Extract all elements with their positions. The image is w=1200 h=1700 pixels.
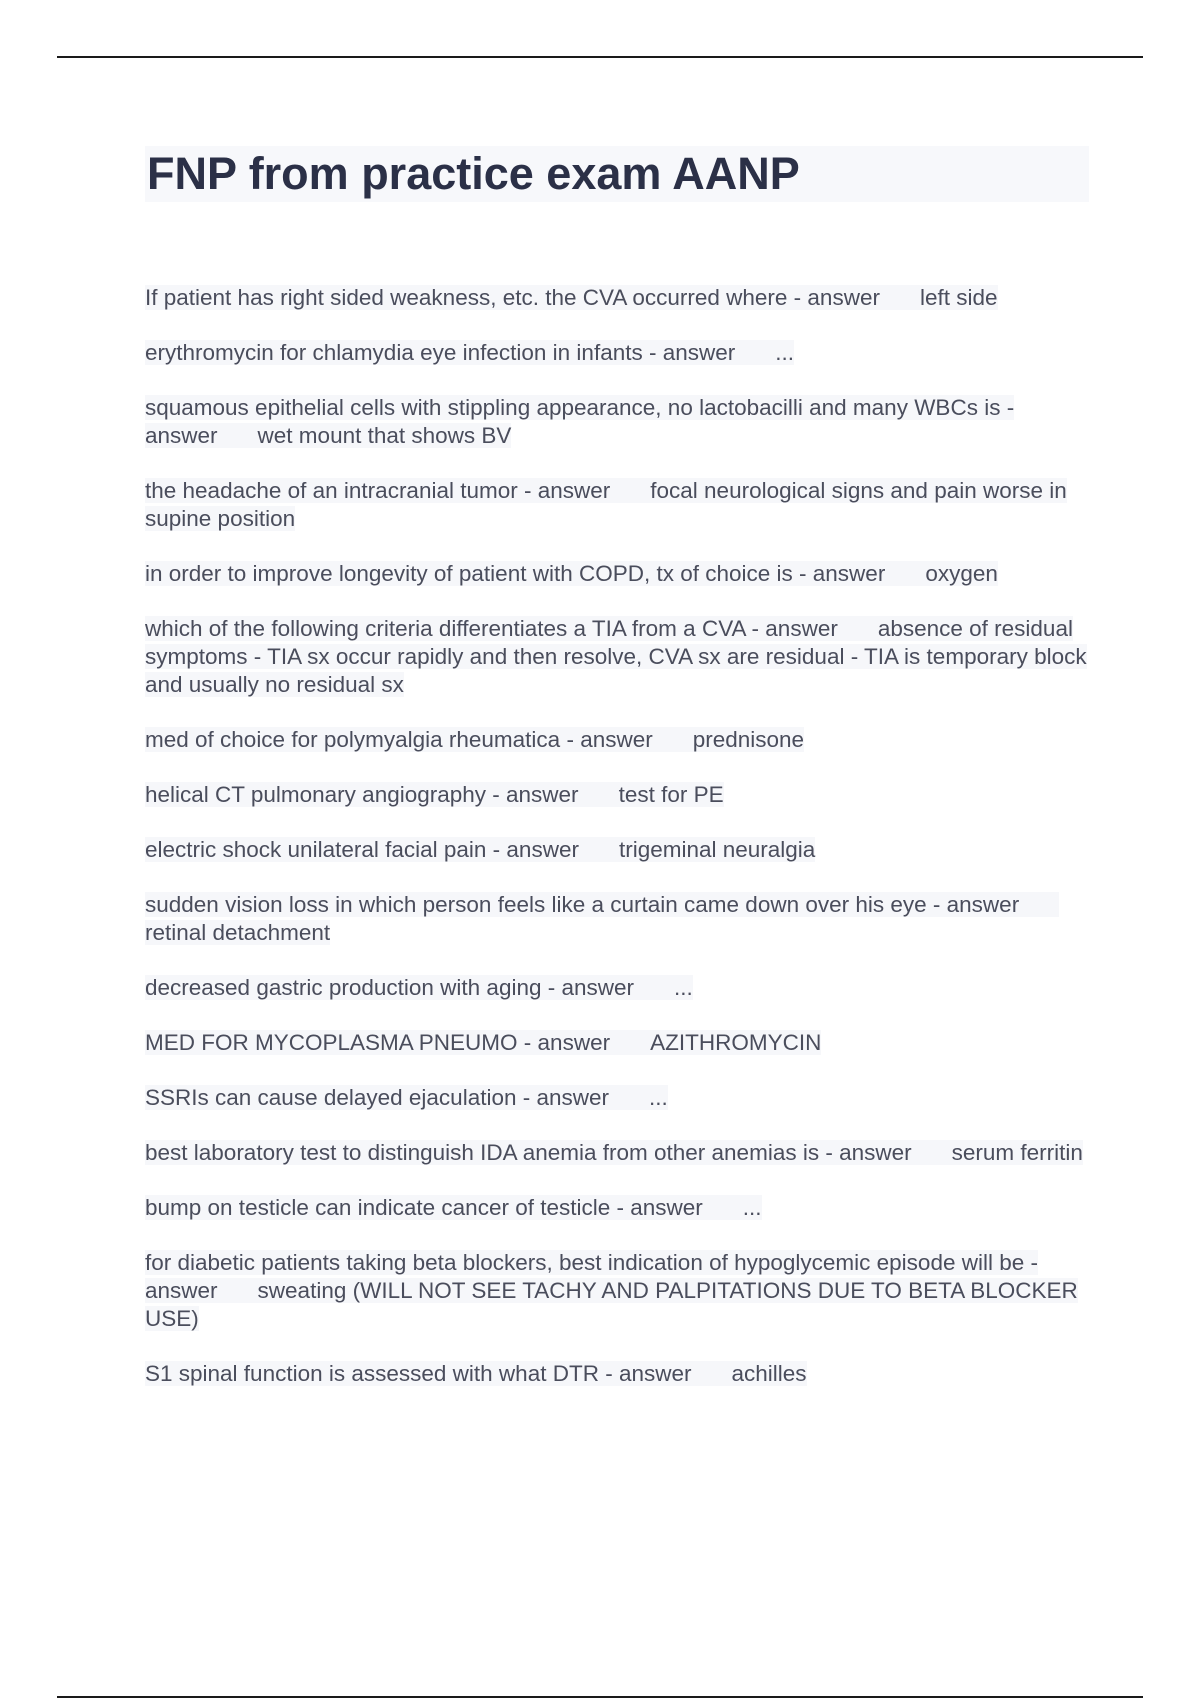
question-text: best laboratory test to distinguish IDA anemia from other anemias is - answer (145, 1140, 912, 1165)
answer-text: wet mount that shows BV (257, 423, 512, 448)
answer-text: ... (775, 340, 795, 365)
qa-item (145, 781, 1089, 809)
question-text: electric shock unilateral facial pain - answer (145, 837, 579, 862)
answer-text: sweating (WILL NOT SEE TACHY AND PALPITATIONS DUE TO BETA BLOCKER USE) (145, 1278, 1078, 1331)
qa-item-highlight (145, 340, 794, 365)
answer-text: serum ferritin (951, 1140, 1083, 1165)
qa-item-highlight (145, 616, 1087, 697)
qa-item (145, 615, 1089, 699)
qa-item (145, 284, 1089, 312)
question-text: decreased gastric production with aging - answer (145, 975, 635, 1000)
qa-item (145, 836, 1089, 864)
qa-item-highlight (145, 782, 724, 807)
qa-item (145, 1084, 1089, 1112)
qa-item (145, 1029, 1089, 1057)
answer-text: absence of residual symptoms - TIA sx occur rapidly and then resolve, CVA sx are residual - TIA is temporary block and usually no residual sx (145, 616, 1087, 697)
qa-item (145, 726, 1089, 754)
qa-item-highlight (145, 837, 815, 862)
answer-text: ... (649, 1085, 668, 1110)
qa-item (145, 477, 1089, 533)
qa-item-highlight (145, 478, 1067, 531)
answer-text: trigeminal neuralgia (618, 837, 816, 862)
question-text: sudden vision loss in which person feels like a curtain came down over his eye - answer (145, 892, 1020, 917)
qa-item (145, 1194, 1089, 1222)
question-text: in order to improve longevity of patient with COPD, tx of choice is - answer (145, 561, 886, 586)
answer-text: prednisone (692, 727, 805, 752)
qa-item (145, 560, 1089, 588)
question-text: the headache of an intracranial tumor - answer (145, 478, 611, 503)
qa-item-highlight (145, 727, 804, 752)
qa-item-highlight (145, 1361, 807, 1386)
qa-item (145, 1139, 1089, 1167)
answer-text: retinal detachment (145, 920, 331, 945)
qa-list (145, 284, 1089, 1415)
question-text: S1 spinal function is assessed with what DTR - answer (145, 1361, 692, 1386)
answer-text: ... (674, 975, 693, 1000)
qa-item (145, 1360, 1089, 1388)
qa-item (145, 394, 1089, 450)
answer-text: ... (742, 1195, 762, 1220)
question-text: bump on testicle can indicate cancer of testicle - answer (145, 1195, 703, 1220)
question-text: for diabetic patients taking beta blockers, best indication of hypoglycemic episode will be - answer (145, 1250, 1038, 1303)
qa-item-highlight (145, 1140, 1083, 1165)
qa-item-highlight (145, 892, 1059, 945)
qa-item (145, 891, 1089, 947)
qa-item-highlight (145, 1085, 668, 1110)
qa-item (145, 1249, 1089, 1333)
qa-item-highlight (145, 1030, 821, 1055)
question-text: squamous epithelial cells with stippling appearance, no lactobacilli and many WBCs is - answer (145, 395, 1015, 448)
question-text: If patient has right sided weakness, etc. the CVA occurred where - answer (145, 285, 880, 310)
document-title: FNP from practice exam AANP (145, 146, 1089, 202)
question-text: MED FOR MYCOPLASMA PNEUMO - answer (145, 1030, 611, 1055)
question-text: SSRIs can cause delayed ejaculation - answer (145, 1085, 610, 1110)
qa-item-highlight (145, 561, 998, 586)
qa-item (145, 339, 1089, 367)
answer-text: test for PE (618, 782, 724, 807)
question-text: med of choice for polymyalgia rheumatica - answer (145, 727, 653, 752)
qa-item-highlight (145, 1195, 762, 1220)
bottom-rule (57, 1696, 1143, 1698)
qa-item-highlight (145, 395, 1014, 448)
answer-text: AZITHROMYCIN (650, 1030, 822, 1055)
question-text: erythromycin for chlamydia eye infection in infants - answer (145, 340, 736, 365)
qa-item-highlight (145, 975, 693, 1000)
answer-text: achilles (731, 1361, 807, 1386)
answer-text: focal neurological signs and pain worse in supine position (145, 478, 1067, 531)
question-text: helical CT pulmonary angiography - answer (145, 782, 579, 807)
top-rule (57, 56, 1143, 58)
question-text: which of the following criteria differentiates a TIA from a CVA - answer (145, 616, 838, 641)
qa-item-highlight (145, 1250, 1078, 1331)
answer-text: left side (919, 285, 998, 310)
answer-text: oxygen (925, 561, 998, 586)
qa-item-highlight (145, 285, 998, 310)
qa-item (145, 974, 1089, 1002)
